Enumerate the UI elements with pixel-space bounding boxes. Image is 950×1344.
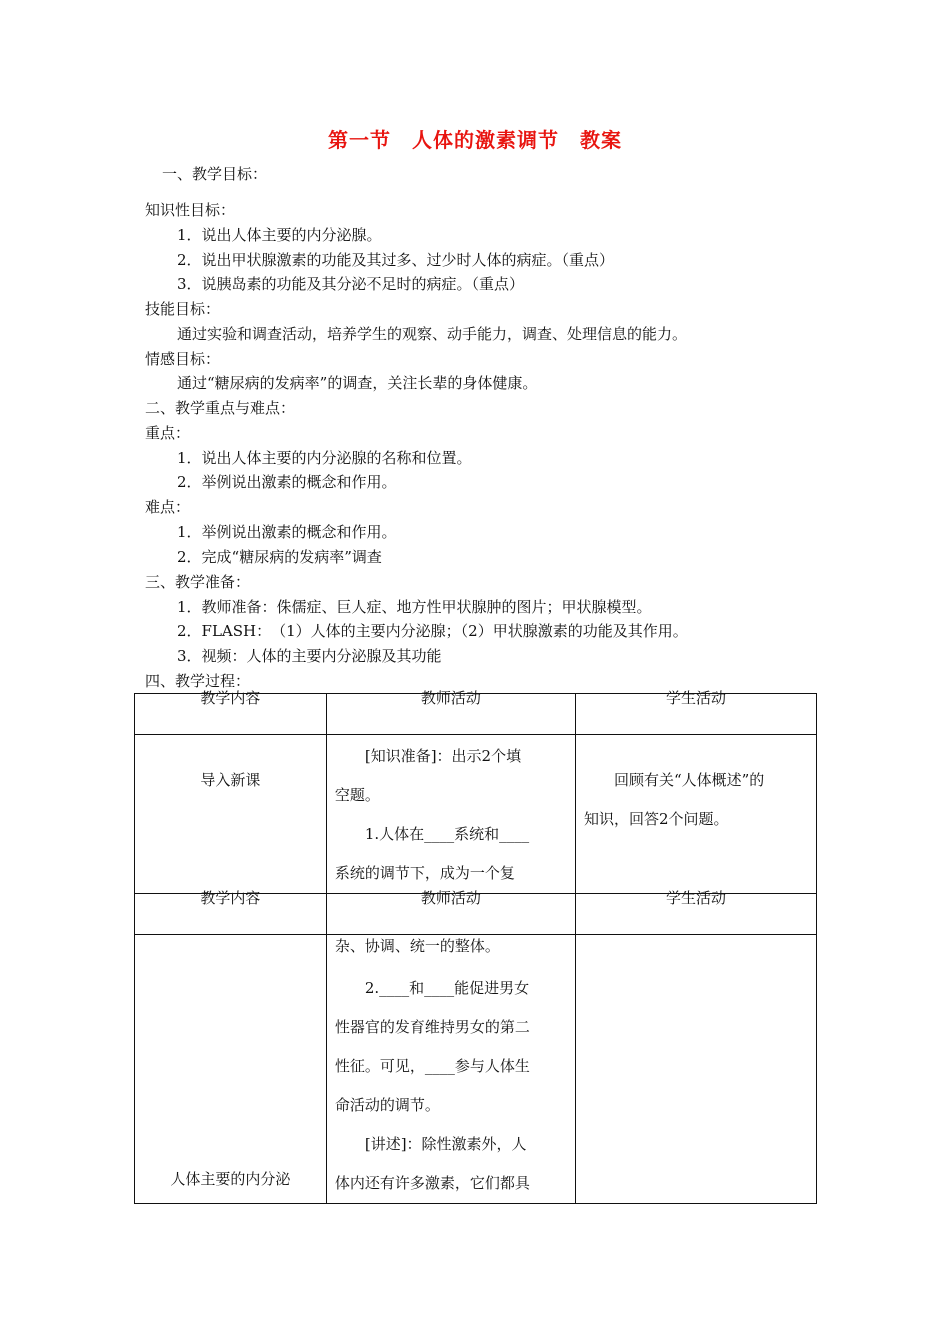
page-title: 第一节 人体的激素调节 教案 bbox=[328, 128, 622, 152]
knowledge-item: 3．说胰岛素的功能及其分泌不足时的病症。（重点） bbox=[177, 275, 525, 293]
header-cell: 学生活动 bbox=[575, 894, 816, 935]
section-heading-process: 四、教学过程： bbox=[145, 672, 251, 690]
content-cell: 人体主要的内分泌 bbox=[135, 935, 327, 1204]
table-row bbox=[135, 735, 817, 894]
knowledge-item: 2．说出甲状腺激素的功能及其过多、过少时人体的病症。（重点） bbox=[177, 251, 615, 269]
table-row bbox=[135, 935, 817, 1204]
header-cell: 学生活动 bbox=[575, 694, 816, 735]
knowledge-heading: 知识性目标： bbox=[145, 201, 236, 219]
prep-item: 1．教师准备：侏儒症、巨人症、地方性甲状腺肿的图片；甲状腺模型。 bbox=[177, 598, 652, 616]
knowledge-item: 1．说出人体主要的内分泌腺。 bbox=[177, 226, 382, 244]
emotion-heading: 情感目标： bbox=[145, 350, 221, 368]
student-activity-cell: 回顾有关“人体概述”的 知识，回答2个问题。 bbox=[575, 735, 816, 894]
section-heading-objectives: 一、教学目标： bbox=[162, 165, 268, 183]
key-item: 1．说出人体主要的内分泌腺的名称和位置。 bbox=[177, 449, 472, 467]
teacher-activity-cell: 杂、协调、统一的整体。 2.____和____能促进男女 性器官的发育维持男女的第二 性征。可见，____参与人体生 命活动的调节。 [讲述]：除性激素外，人 体内还有许多激素，它们都具 bbox=[326, 935, 575, 1204]
table-header-row bbox=[135, 894, 817, 935]
difficult-item: 1．举例说出激素的概念和作用。 bbox=[177, 523, 397, 541]
content-cell: 导入新课 bbox=[135, 735, 327, 894]
difficult-heading: 难点： bbox=[145, 498, 191, 516]
section-heading-keypoints: 二、教学重点与难点： bbox=[145, 399, 296, 417]
teacher-activity-cell: [知识准备]：出示2个填 空题。 1.人体在____系统和____ 系统的调节下，成为一个复 bbox=[326, 735, 575, 894]
student-activity-cell bbox=[575, 935, 816, 1204]
table-header-row bbox=[135, 694, 817, 735]
header-cell: 教师活动 bbox=[326, 894, 575, 935]
difficult-item: 2．完成“糖尿病的发病率”调查 bbox=[177, 548, 382, 566]
teaching-process-table bbox=[134, 689, 817, 1204]
key-item: 2．举例说出激素的概念和作用。 bbox=[177, 473, 397, 491]
key-heading: 重点： bbox=[145, 424, 191, 442]
prep-item: 3．视频：人体的主要内分泌腺及其功能 bbox=[177, 647, 442, 665]
header-cell: 教师活动 bbox=[326, 694, 575, 735]
skill-text: 通过实验和调查活动，培养学生的观察、动手能力，调查、处理信息的能力。 bbox=[177, 325, 688, 343]
header-cell: 教学内容 bbox=[135, 894, 327, 935]
header-cell: 教学内容 bbox=[135, 694, 327, 735]
skill-heading: 技能目标： bbox=[145, 300, 221, 318]
emotion-text: 通过“糖尿病的发病率”的调查，关注长辈的身体健康。 bbox=[177, 374, 538, 392]
section-heading-preparation: 三、教学准备： bbox=[145, 573, 251, 591]
prep-item: 2．FLASH： （1）人体的主要内分泌腺；（2）甲状腺激素的功能及其作用。 bbox=[177, 622, 688, 640]
